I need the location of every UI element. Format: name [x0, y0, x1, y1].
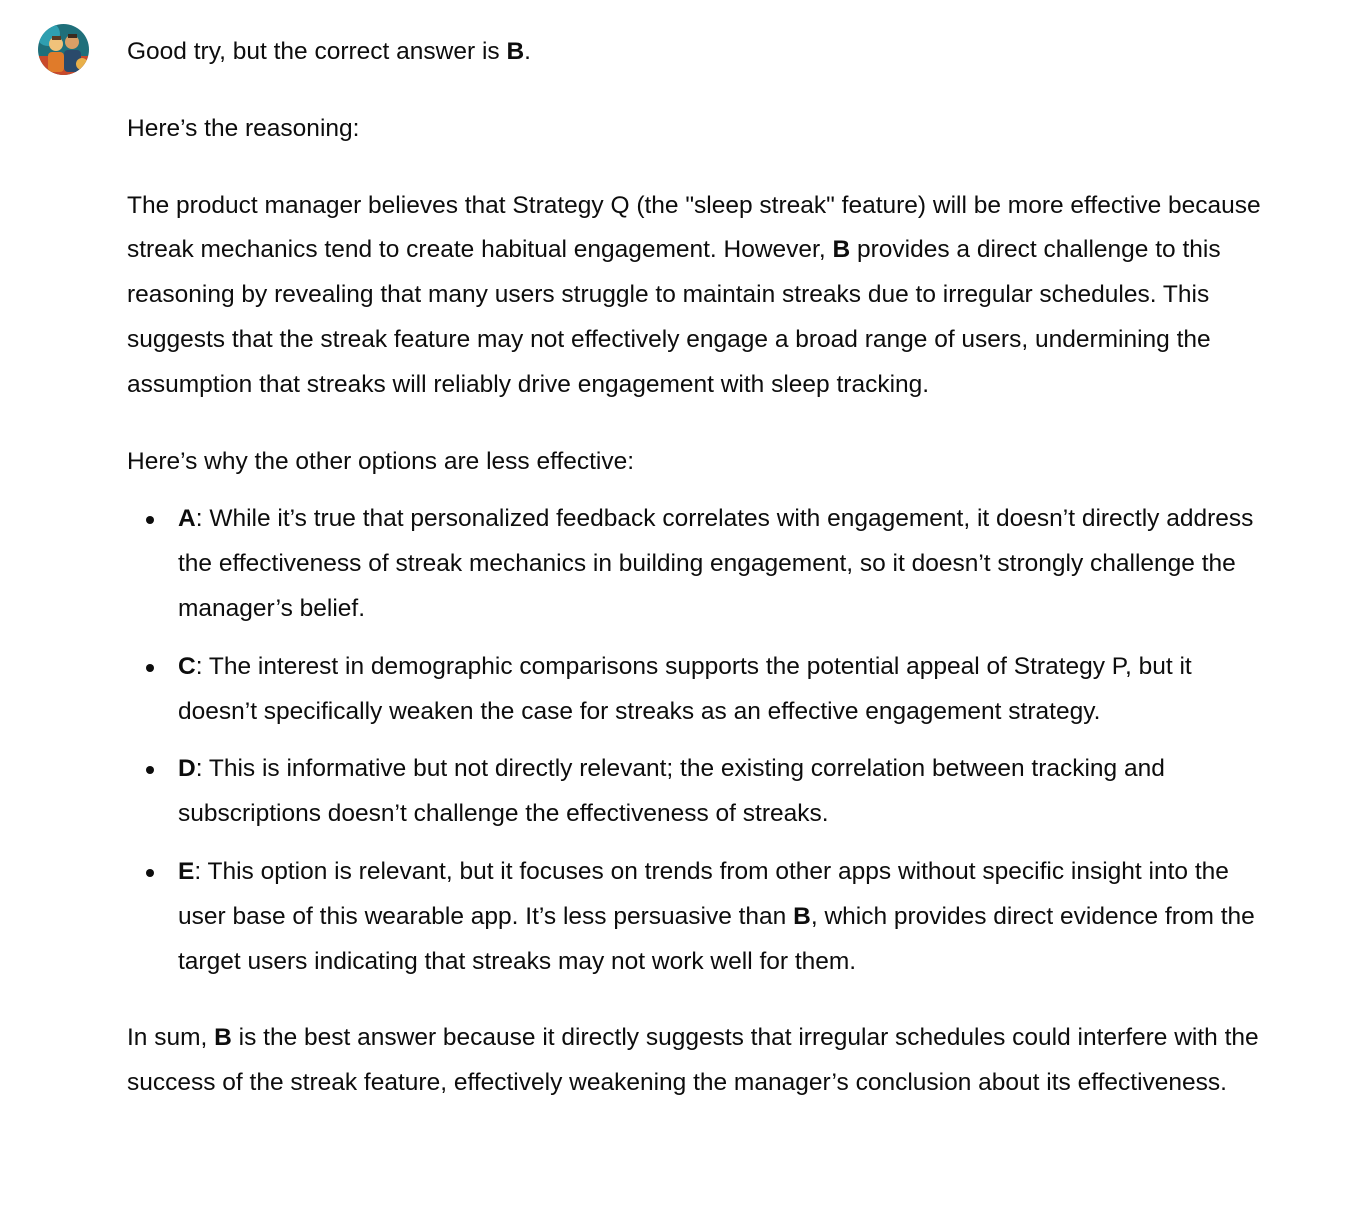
list-item-option-e [127, 850, 1277, 984]
assistant-avatar-icon [38, 24, 89, 75]
list-item-option-c [127, 645, 1277, 735]
option-letter: D [178, 755, 196, 783]
bullet-icon [146, 869, 154, 877]
list-item-option-d [127, 747, 1277, 837]
bullet-icon [146, 664, 154, 672]
option-letter: A [178, 505, 196, 533]
option-letter: E [178, 857, 195, 885]
summary-paragraph [127, 1016, 1277, 1106]
intro-end: . [524, 38, 531, 65]
option-text: : This is informative but not directly relevant; the existing correlation between tracking and subscriptions doesn’t challenge the effectiveness of streaks. [178, 755, 1165, 828]
bullet-icon [146, 516, 154, 524]
correct-answer: B [506, 38, 525, 65]
assistant-message [127, 30, 1277, 1138]
option-letter: C [178, 652, 196, 680]
options-list [127, 497, 1277, 984]
summary-text-start: In sum, [127, 1024, 215, 1052]
reasoning-text-start: The product manager believes that Strategy Q (the "sleep streak" feature) will be more effective because streak mechanics tend to create habitual engagement. However, [127, 191, 1261, 264]
reasoning-text-end: provides a direct challenge to this reasoning by revealing that many users struggle to maintain streaks due to irregular schedules. This suggests that the streak feature may not effectively engage a broad range of users, undermining the assumption that streaks will reliably drive engagement with sleep tracking. [127, 236, 1221, 398]
option-text-end: , which provides direct evidence from the target users indicating that streaks may not work well for them. [178, 902, 1255, 975]
intro-text: Good try, but the correct answer is [127, 38, 507, 65]
reasoning-answer: B [832, 236, 851, 264]
option-answer-ref: B [793, 902, 811, 930]
intro-paragraph [127, 30, 1277, 75]
option-text-start: : This option is relevant, but it focuses on trends from other apps without specific insight into the user base of this wearable app. It’s less persuasive than [178, 857, 1229, 930]
bullet-icon [146, 766, 154, 774]
reasoning-paragraph [127, 184, 1277, 408]
option-text: : The interest in demographic comparisons supports the potential appeal of Strategy P, but it doesn’t specifically weaken the case for streaks as an effective engagement strategy. [178, 652, 1192, 725]
option-text: : While it’s true that personalized feedback correlates with engagement, it doesn’t directly address the effectiveness of streak mechanics in building engagement, so it doesn’t strongly challenge the manager’s belief. [178, 505, 1254, 622]
summary-text-end: is the best answer because it directly suggests that irregular schedules could interfere with the success of the streak feature, effectively weakening the manager’s conclusion about its effectiveness. [127, 1024, 1259, 1097]
reasoning-heading: Here’s the reasoning: [127, 114, 360, 142]
others-heading: Here’s why the other options are less effective: [127, 447, 635, 475]
list-item-option-a [127, 497, 1277, 631]
summary-answer: B [214, 1024, 232, 1052]
